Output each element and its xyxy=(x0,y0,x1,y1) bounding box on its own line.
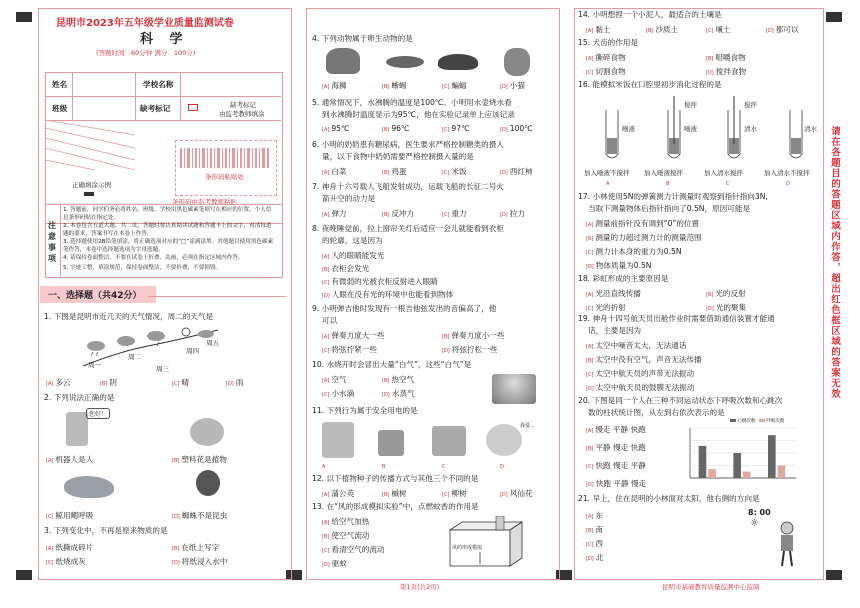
notes-divider xyxy=(60,204,61,276)
q4-option-b[interactable]: [B] 蜥蜴 xyxy=(382,81,407,90)
wind-box-apparatus xyxy=(440,516,530,568)
chart-bar xyxy=(699,446,707,478)
sea-lion-image xyxy=(326,48,360,74)
q9-option-b[interactable]: [B] 弹奏力度小一些 xyxy=(442,331,505,340)
tube-caption: 加入唾液不搅拌 xyxy=(584,169,630,177)
absent-note: 由监考教师填涂 xyxy=(219,110,265,118)
time-label: 8: 00 xyxy=(748,508,771,517)
notes-line: 1. 答题前，同学们务必将姓名、班级、学校用黑色碳素笔填写在相应的位置，个人信息条形码贴在指定处。 xyxy=(63,207,272,221)
q3-option-c[interactable]: [C] 纸烧成灰 xyxy=(46,557,86,566)
corner-mark xyxy=(826,570,842,580)
safety-image-d xyxy=(486,424,522,456)
tube-label: 唾液 xyxy=(622,125,635,133)
q10-option-b[interactable]: [B] 热空气 xyxy=(382,375,415,384)
q6-option-d[interactable]: [D] 西红柿 xyxy=(500,167,533,176)
q9-stem: 可以 xyxy=(322,316,338,325)
q15-option-b[interactable]: [B] 咀嚼食物 xyxy=(706,53,746,62)
q19-stem: 话，主要是因为 xyxy=(588,326,642,335)
q1-option-c[interactable]: [C] 晴 xyxy=(172,378,189,387)
q6-option-b[interactable]: [B] 鸡蛋 xyxy=(382,167,407,176)
q18-option-b[interactable]: [B] 光的反射 xyxy=(706,289,746,298)
q21-stem: 21. 早上，住在昆明的小林面对太阳，他右侧的方向是 xyxy=(578,494,760,503)
q21-option-d[interactable]: [D] 北 xyxy=(586,553,604,562)
fill-grid xyxy=(45,120,135,170)
class-label: 班级 xyxy=(52,104,68,113)
q15-option-c[interactable]: [C] 切割食物 xyxy=(586,67,626,76)
q8-option-b[interactable]: [B] 衣柜会发光 xyxy=(322,264,370,273)
boy-icon xyxy=(776,520,798,568)
q12-stem: 12. 以下植物种子的传播方式与其他三个不同的是 xyxy=(312,474,479,483)
q20-option-b[interactable]: [B] 平静 慢走 快跑 xyxy=(586,443,646,452)
q14-option-a[interactable]: [A] 黏土 xyxy=(586,25,611,34)
safety-image-c xyxy=(432,426,466,456)
q9-option-d[interactable]: [D] 将弦拧松一些 xyxy=(442,345,498,354)
q6-stem: 量，以下食物中奶奶需要严格控制摄入量的是 xyxy=(322,152,474,161)
legend-label-heart: 心跳次数 xyxy=(737,419,756,424)
name-field[interactable] xyxy=(74,74,133,94)
q13-stem: 13. 在“风的形成模拟实验”中，点燃蚊香的作用是 xyxy=(312,502,479,511)
q17-option-c[interactable]: [C] 测力计本身的重力为0.5N xyxy=(586,247,682,256)
tube-label: 清水 xyxy=(744,125,757,133)
q3-option-a[interactable]: [A] 纸撕成碎片 xyxy=(46,543,94,552)
fill-example-label: 正确填涂示例 xyxy=(72,181,111,189)
q9-stem: 9. 小明弹吉他时发现有一根吉他弦发出的音偏高了，他 xyxy=(312,304,497,313)
chart-bar xyxy=(743,472,751,478)
q19-option-a[interactable]: [A] 太空中噪音太大，无法通话 xyxy=(586,341,687,350)
q5-option-c[interactable]: [C] 97℃ xyxy=(442,124,470,133)
section-rule xyxy=(148,296,286,297)
q1-option-d[interactable]: [D] 雨 xyxy=(226,378,244,387)
q8-option-d[interactable]: [D] 人眼在没有光的环境中也能看到物体 xyxy=(322,290,454,299)
q14-option-b[interactable]: [B] 沙质土 xyxy=(646,25,679,34)
q19-option-d[interactable]: [D] 太空中航天员的鼓膜无法振动 xyxy=(586,383,695,392)
tube-label: 清水 xyxy=(804,125,817,133)
safety-sign-text: 我爱... xyxy=(520,423,535,429)
tube-caption: 加入清水不搅拌 xyxy=(764,169,810,177)
boiling-pot-image xyxy=(492,374,536,404)
q7-option-c[interactable]: [C] 重力 xyxy=(442,209,467,218)
q14-option-d[interactable]: [D] 都可以 xyxy=(766,25,799,34)
side-note: 请在各题目的答题区域内作答，超出红色框区域的答案无效 xyxy=(829,126,840,399)
class-field[interactable] xyxy=(74,98,133,118)
speech-bubble: 您好！ xyxy=(86,408,110,419)
q19-option-c[interactable]: [C] 太空中航天员的声带无法振动 xyxy=(586,369,695,378)
q7-option-d[interactable]: [D] 拉力 xyxy=(500,209,525,218)
footer-org: 昆明市基础教育质量监测中心监制 xyxy=(662,583,760,591)
day-label: 周二 xyxy=(128,353,141,361)
q2-option-c[interactable]: [C] 鲸用鳃呼吸 xyxy=(46,511,94,520)
q10-stem: 10. 水烧开时会冒出大量“白气”，这些“白气”是 xyxy=(312,360,472,369)
q5-option-a[interactable]: [A] 95℃ xyxy=(322,124,350,133)
q10-option-c[interactable]: [C] 小水滴 xyxy=(322,389,355,398)
school-field[interactable] xyxy=(182,74,279,94)
q17-option-a[interactable]: [A] 测量前指针没有调到“0”的位置 xyxy=(586,219,700,228)
q20-stem: 数的柱状统计图，从左到右依次表示的是 xyxy=(588,408,725,417)
fill-example-mark xyxy=(84,192,94,196)
q12-option-b[interactable]: [B] 槭树 xyxy=(382,489,407,498)
q13-option-d[interactable]: [D] 驱蚊 xyxy=(322,559,347,568)
q8-option-c[interactable]: [C] 有微弱的光被衣柜反射进入眼睛 xyxy=(322,277,438,286)
q6-option-c[interactable]: [C] 米饭 xyxy=(442,167,467,176)
subject-title: 科 学 xyxy=(140,32,189,47)
notes-line: 5. 字迹工整，填涂规范，保持卷面整洁，不要折叠，不要损毁。 xyxy=(63,265,222,271)
q14-stem: 14. 小明想捏一个小泥人，最适合的土壤是 xyxy=(578,10,722,19)
notes-line: 3. 选择题使用2B铅笔填涂，将正确选项对应的“□”涂满涂黑。其他题目使用黑色碳素笔作答，本卷中选择题选项为字母选题。 xyxy=(63,239,274,253)
school-label: 学校名称 xyxy=(143,80,174,89)
corner-mark xyxy=(826,12,842,22)
q4-option-a[interactable]: [A] 海狮 xyxy=(322,81,347,90)
q4-option-d[interactable]: [D] 小猫 xyxy=(500,81,525,90)
day-label: 周一 xyxy=(88,361,101,369)
q5-stem: 5. 通常情况下，水沸腾的温度是100℃。小明用水壶烧水看 xyxy=(312,98,512,107)
q18-option-c[interactable]: [C] 光的折射 xyxy=(586,303,626,312)
q4-option-c[interactable]: [C] 蝙蝠 xyxy=(442,81,467,90)
q1-stem: 1. 下图是昆明市近几天的天气情况，周二的天气是 xyxy=(44,312,214,321)
q8-stem: 8. 夜晚睡觉前，拉上窗帘关灯后适应一会儿就能看到衣柜 xyxy=(312,224,504,233)
q18-stem: 18. 彩虹形成的主要原因是 xyxy=(578,274,669,283)
q11-option-c[interactable]: C xyxy=(442,464,446,470)
lizard-image xyxy=(386,56,424,68)
q3-option-b[interactable]: [B] 在纸上写字 xyxy=(172,543,220,552)
plastic-flower-image xyxy=(190,418,224,446)
q16-option-c[interactable]: C xyxy=(726,181,730,187)
q10-option-d[interactable]: [D] 水蒸气 xyxy=(382,389,415,398)
q18-option-d[interactable]: [D] 光的聚集 xyxy=(706,303,747,312)
q8-stem: 的轮廓，这是因为 xyxy=(322,236,383,245)
bat-image xyxy=(438,54,478,70)
q16-stem: 16. 能模拟米饭在口腔里初步消化过程的是 xyxy=(578,80,722,89)
q7-option-b[interactable]: [B] 反冲力 xyxy=(382,209,415,218)
q8-option-a[interactable]: [A] 人的眼睛能发光 xyxy=(322,251,385,260)
chart-legend xyxy=(730,418,784,424)
time-info: (答题时间：60分钟 满分：100分) xyxy=(96,49,196,57)
barcode-label: 条形码粘贴处 xyxy=(205,173,244,181)
q18-option-a[interactable]: [A] 光沿直线传播 xyxy=(586,289,641,298)
absent-checkbox[interactable] xyxy=(188,104,198,111)
q21-option-a[interactable]: [A] 东 xyxy=(586,511,603,520)
q11-option-d[interactable]: D xyxy=(500,464,504,470)
section-header: 一、选择题（共42分） xyxy=(40,286,156,303)
q17-stem: 17. 小林使用5N的弹簧测力计测量时观察到指针指向3N, xyxy=(578,192,768,201)
exam-title: 昆明市2023年五年级学业质量监测试卷 xyxy=(56,18,234,29)
info-col-line xyxy=(180,72,181,120)
q13-option-a[interactable]: [A] 给空气加热 xyxy=(322,517,370,526)
q5-stem: 到水沸腾时温度显示为95℃，他在实验记录单上应该记录 xyxy=(322,110,515,119)
q17-option-d[interactable]: [D] 物体质量为0.5N xyxy=(586,261,652,270)
legend-swatch-breath xyxy=(759,419,765,422)
barcode-icon xyxy=(180,148,270,168)
q5-option-d[interactable]: [D] 100℃ xyxy=(500,124,533,133)
chart-bar xyxy=(708,469,716,478)
chart-bar xyxy=(768,435,776,478)
q6-option-a[interactable]: [A] 白菜 xyxy=(322,167,347,176)
q7-option-a[interactable]: [A] 弹力 xyxy=(322,209,347,218)
q20-option-d[interactable]: [D] 快跑 平静 慢走 xyxy=(586,479,647,488)
q1-option-a[interactable]: [A] 多云 xyxy=(46,378,71,387)
q11-option-a[interactable]: A xyxy=(322,464,326,470)
q12-option-d[interactable]: [D] 风仙花 xyxy=(500,489,533,498)
barcode-note: 条形码由监考教师粘贴 xyxy=(172,198,237,206)
q15-option-a[interactable]: [A] 撕碎食物 xyxy=(586,53,626,62)
notes-label: 注意事项 xyxy=(48,221,56,263)
sun-icon: ☼ xyxy=(750,518,759,529)
q15-option-d[interactable]: [D] 搅拌食物 xyxy=(706,67,747,76)
tube-caption: 加入唾液搅拌 xyxy=(644,169,683,177)
q9-option-c[interactable]: [C] 将弦拧紧一些 xyxy=(322,345,377,354)
q20-option-c[interactable]: [C] 快跑 慢走 平静 xyxy=(586,461,646,470)
q3-option-d[interactable]: [D] 将纸浸入水中 xyxy=(172,557,228,566)
absent-label: 缺考标记 xyxy=(140,104,171,113)
q12-option-a[interactable]: [A] 蒲公英 xyxy=(322,489,355,498)
tube-caption: 加入清水搅拌 xyxy=(704,169,743,177)
corner-mark xyxy=(16,12,32,22)
chart-bar xyxy=(778,466,786,479)
info-row-line xyxy=(45,96,281,97)
q17-stem: 当取下测量物体后指针指向了0.5N，原因可能是 xyxy=(588,204,751,213)
q2-stem: 2. 下列说法正确的是 xyxy=(44,393,115,402)
q21-option-b[interactable]: [B] 南 xyxy=(586,525,603,534)
absent-note: 缺考标记 xyxy=(230,101,256,109)
q5-option-b[interactable]: [B] 96℃ xyxy=(382,124,410,133)
info-col-line xyxy=(135,72,136,120)
q14-option-c[interactable]: [C] 壤土 xyxy=(706,25,731,34)
q4-stem: 4. 下列动物属于卵生动物的是 xyxy=(312,34,413,43)
day-label: 周四 xyxy=(186,347,199,355)
q11-option-b[interactable]: B xyxy=(382,464,386,470)
q16-option-d[interactable]: D xyxy=(786,181,790,187)
q10-option-a[interactable]: [A] 空气 xyxy=(322,375,347,384)
day-label: 周三 xyxy=(156,365,169,373)
q15-stem: 15. 犬齿的作用是 xyxy=(578,38,639,47)
spider-image xyxy=(196,470,220,496)
tube-label: 唾液 xyxy=(684,125,697,133)
whale-image xyxy=(64,476,114,498)
legend-label-breath: 呼吸次数 xyxy=(766,419,785,424)
q1-option-b[interactable]: [B] 阴 xyxy=(100,378,117,387)
stir-label: 搅拌 xyxy=(744,101,757,109)
q16-option-a[interactable]: A xyxy=(606,181,610,187)
apparatus-label: 风的形成模拟 xyxy=(452,545,483,551)
robot-image xyxy=(66,412,88,446)
q16-option-b[interactable]: B xyxy=(666,181,670,187)
q6-stem: 6. 小明的奶奶患有糖尿病，医生要求严格控制糖类的摄入 xyxy=(312,140,504,149)
q7-stem: 箭升空的动力是 xyxy=(322,194,376,203)
kitten-image xyxy=(504,48,530,76)
q21-option-c[interactable]: [C] 西 xyxy=(586,539,603,548)
safety-image-a xyxy=(322,422,354,458)
chart-bar xyxy=(733,453,741,478)
q20-option-a[interactable]: [A] 慢走 平静 快跑 xyxy=(586,425,646,434)
q2-option-a[interactable]: [A] 机器人是人 xyxy=(46,455,94,464)
q13-option-b[interactable]: [B] 使空气流动 xyxy=(322,531,370,540)
safety-image-b xyxy=(378,430,404,456)
info-col-line xyxy=(72,72,73,120)
legend-swatch-heart xyxy=(730,419,736,422)
name-label: 姓名 xyxy=(52,80,68,89)
q7-stem: 7. 神舟十六号载人飞船发射成功，运载飞船的长征二号火 xyxy=(312,182,504,191)
q12-option-c[interactable]: [C] 柳树 xyxy=(442,489,467,498)
q9-option-a[interactable]: [A] 弹奏力度大一些 xyxy=(322,331,385,340)
page-number: 第1页(共2页) xyxy=(400,583,440,591)
notes-line: 2. 本卷包含五道大题，共二页，答题时要认真阅读试题和答题卡上的文字，看清每道题的要求，答案书写在本卷上作答。 xyxy=(63,223,272,237)
q13-option-c[interactable]: [C] 看清空气的流动 xyxy=(322,545,385,554)
q17-option-b[interactable]: [B] 测量的力超过测力计的测量范围 xyxy=(586,233,702,242)
notes-line: 4. 请保持卷面整洁，不要在试卷上折叠、乱画，必须在指定区域内作答。 xyxy=(63,255,244,261)
q20-stem: 20. 下图是同一个人在三种不同运动状态下呼吸次数和心跳次 xyxy=(578,396,783,405)
q3-stem: 3. 下列变化中，不再是原来物质的是 xyxy=(44,526,168,535)
day-label: 周五 xyxy=(206,339,219,347)
q2-option-b[interactable]: [B] 塑料花是植物 xyxy=(172,455,227,464)
q11-stem: 11. 下列行为属于安全用电的是 xyxy=(312,406,418,415)
q19-stem: 19. 神舟十四号航天员出舱作业时需要借助通信装置才能通 xyxy=(578,314,775,323)
stir-label: 搅拌 xyxy=(684,101,697,109)
q19-option-b[interactable]: [B] 太空中没有空气，声音无法传播 xyxy=(586,355,702,364)
q2-option-d[interactable]: [D] 蜘蛛不是昆虫 xyxy=(172,511,228,520)
corner-mark xyxy=(16,570,32,580)
breath-heartbeat-chart xyxy=(680,420,798,486)
